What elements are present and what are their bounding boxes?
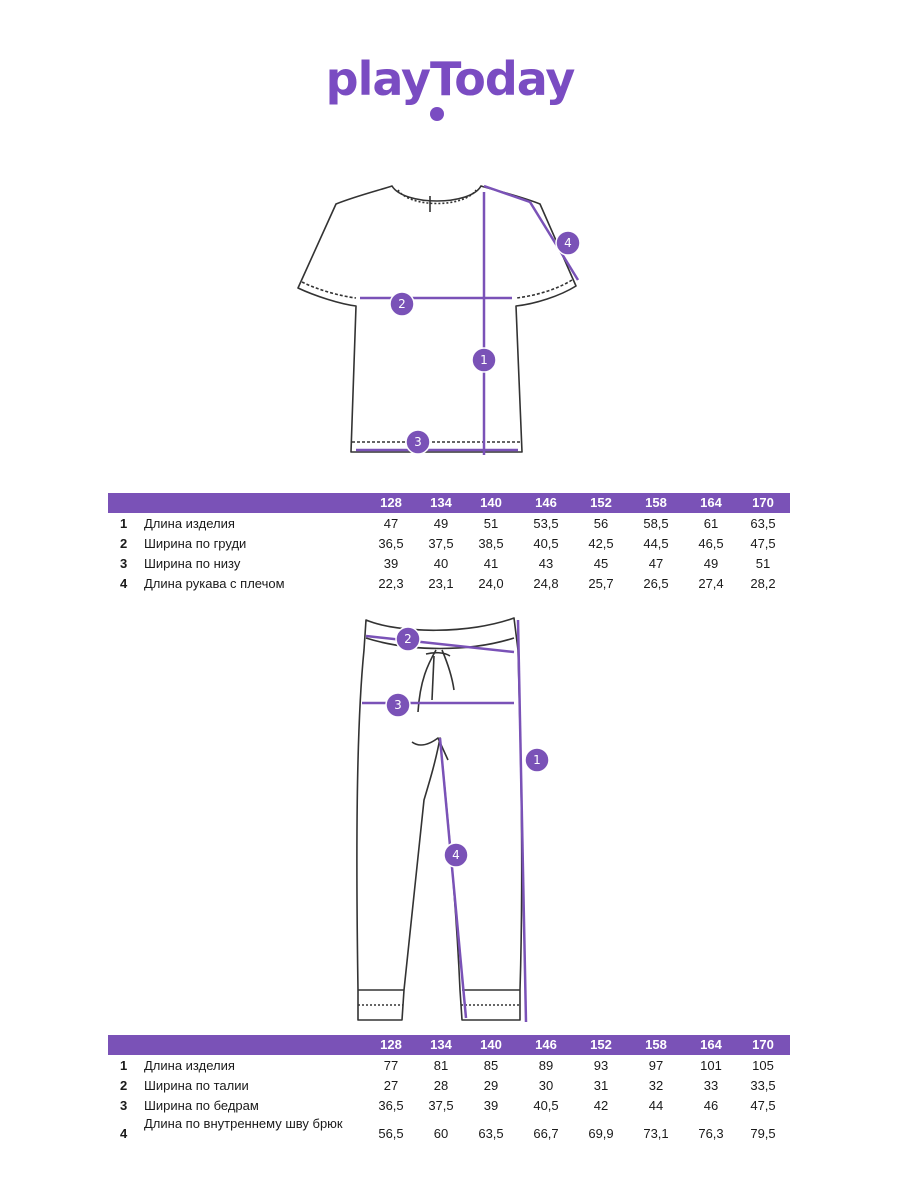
size-170: 170: [752, 1037, 774, 1052]
row-number: 2: [120, 536, 128, 551]
cell: 44: [648, 1098, 664, 1113]
cell: 63,5: [478, 1126, 504, 1141]
tshirt-size-header: [108, 493, 790, 513]
cell: 51: [755, 556, 771, 571]
cell: 37,5: [428, 536, 454, 551]
cell: 32: [648, 1078, 664, 1093]
cell: 53,5: [533, 516, 559, 531]
row-label: Длина рукава с плечом: [144, 576, 285, 591]
cell: 40: [433, 556, 449, 571]
cell: 47,5: [750, 536, 776, 551]
size-140: 140: [480, 1037, 502, 1052]
pants-marker-label-4: 4: [452, 848, 460, 862]
table-row: [108, 513, 790, 533]
row-number: 2: [120, 1078, 128, 1093]
row-label: Ширина по талии: [144, 1078, 249, 1093]
pants-size-table: [108, 1035, 790, 1155]
pants-marker-label-3: 3: [394, 698, 402, 712]
size-128: 128: [380, 1037, 402, 1052]
cell: 24,0: [478, 576, 504, 591]
size-128: 128: [380, 495, 402, 510]
table-row: [108, 573, 790, 593]
pants-marker-label-2: 2: [404, 632, 412, 646]
cell: 22,3: [378, 576, 404, 591]
cell: 42,5: [588, 536, 614, 551]
row-number: 3: [120, 1098, 128, 1113]
cell: 47,5: [750, 1098, 776, 1113]
cell: 49: [703, 556, 719, 571]
row-label: Ширина по низу: [144, 556, 241, 571]
row-number: 1: [120, 516, 128, 531]
size-134: 134: [430, 1037, 452, 1052]
size-146: 146: [535, 495, 557, 510]
cell: 46,5: [698, 536, 724, 551]
cell: 73,1: [643, 1126, 669, 1141]
cell: 93: [593, 1058, 609, 1073]
tshirt-marker-label-2: 2: [398, 297, 406, 311]
cell: 58,5: [643, 516, 669, 531]
size-164: 164: [700, 1037, 722, 1052]
cell: 39: [383, 556, 399, 571]
cell: 81: [433, 1058, 449, 1073]
size-158: 158: [645, 495, 667, 510]
table-row: [108, 1075, 790, 1095]
tshirt-marker-label-4: 4: [564, 236, 572, 250]
cell: 40,5: [533, 1098, 559, 1113]
cell: 31: [593, 1078, 609, 1093]
cell: 47: [383, 516, 399, 531]
row-label: Длина по внутреннему шву брюк: [144, 1116, 343, 1131]
size-170: 170: [752, 495, 774, 510]
cell: 77: [383, 1058, 399, 1073]
size-152: 152: [590, 1037, 612, 1052]
cell: 97: [648, 1058, 664, 1073]
cell: 105: [752, 1058, 774, 1073]
cell: 36,5: [378, 536, 404, 551]
row-label: Длина изделия: [144, 516, 235, 531]
pants-size-header: [108, 1035, 790, 1055]
cell: 85: [483, 1058, 499, 1073]
cell: 30: [538, 1078, 554, 1093]
size-146: 146: [535, 1037, 557, 1052]
cell: 51: [483, 516, 499, 531]
table-row: [108, 1055, 790, 1075]
row-number: 4: [120, 1126, 128, 1141]
size-152: 152: [590, 495, 612, 510]
cell: 33,5: [750, 1078, 776, 1093]
cell: 42: [593, 1098, 609, 1113]
cell: 26,5: [643, 576, 669, 591]
cell: 66,7: [533, 1126, 559, 1141]
table-row: [108, 553, 790, 573]
cell: 76,3: [698, 1126, 724, 1141]
table-row: [108, 533, 790, 553]
cell: 49: [433, 516, 449, 531]
row-label: Ширина по груди: [144, 536, 247, 551]
cell: 37,5: [428, 1098, 454, 1113]
cell: 23,1: [428, 576, 454, 591]
tshirt-marker-label-3: 3: [414, 435, 422, 449]
cell: 41: [483, 556, 499, 571]
cell: 101: [700, 1058, 722, 1073]
cell: 44,5: [643, 536, 669, 551]
size-134: 134: [430, 495, 452, 510]
size-164: 164: [700, 495, 722, 510]
cell: 38,5: [478, 536, 504, 551]
cell: 79,5: [750, 1126, 776, 1141]
brand-logo: playToday: [325, 52, 575, 106]
size-140: 140: [480, 495, 502, 510]
cell: 24,8: [533, 576, 559, 591]
cell: 46: [703, 1098, 719, 1113]
cell: 28,2: [750, 576, 776, 591]
cell: 60: [433, 1126, 449, 1141]
cell: 43: [538, 556, 554, 571]
cell: 27,4: [698, 576, 724, 591]
pants-marker-label-1: 1: [533, 753, 541, 767]
cell: 69,9: [588, 1126, 614, 1141]
cell: 61: [703, 516, 719, 531]
tshirt-sketch: [0, 0, 900, 480]
pants-sketch: [0, 600, 900, 1030]
cell: 33: [703, 1078, 719, 1093]
tshirt-size-table: [108, 493, 790, 593]
cell: 36,5: [378, 1098, 404, 1113]
tshirt-marker-label-1: 1: [480, 353, 488, 367]
row-number: 1: [120, 1058, 128, 1073]
row-number: 4: [120, 576, 128, 591]
cell: 27: [383, 1078, 399, 1093]
cell: 56: [593, 516, 609, 531]
cell: 40,5: [533, 536, 559, 551]
cell: 28: [433, 1078, 449, 1093]
row-label: Длина изделия: [144, 1058, 235, 1073]
cell: 25,7: [588, 576, 614, 591]
cell: 89: [538, 1058, 554, 1073]
row-label: Ширина по бедрам: [144, 1098, 259, 1113]
row-number: 3: [120, 556, 128, 571]
cell: 29: [483, 1078, 499, 1093]
size-158: 158: [645, 1037, 667, 1052]
cell: 47: [648, 556, 664, 571]
cell: 56,5: [378, 1126, 404, 1141]
table-row: [108, 1115, 790, 1155]
cell: 45: [593, 556, 609, 571]
cell: 63,5: [750, 516, 776, 531]
cell: 39: [483, 1098, 499, 1113]
table-row: [108, 1095, 790, 1115]
